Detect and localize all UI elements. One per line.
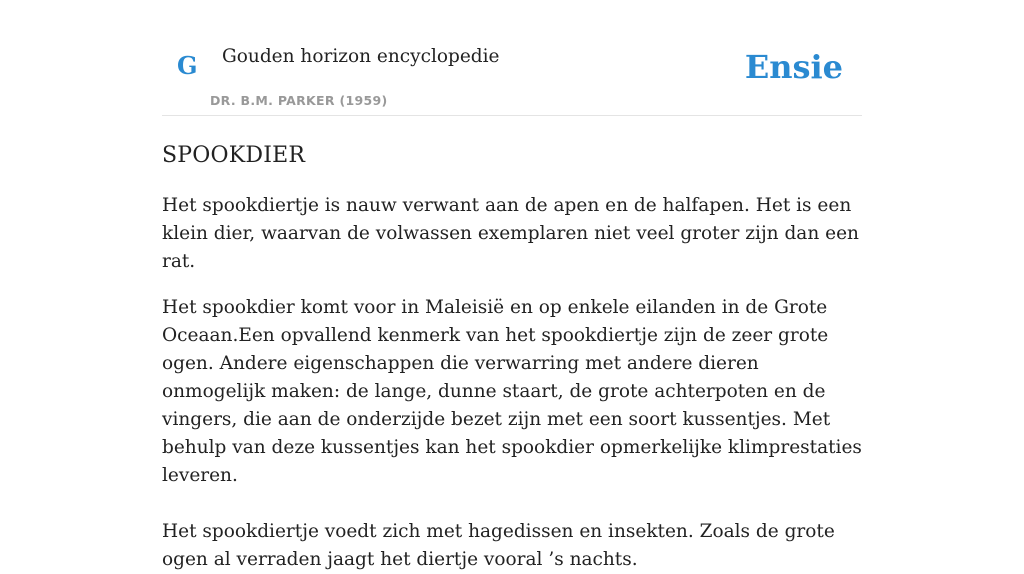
article-paragraph: Het spookdiertje voedt zich met hagedissen en insekten. Zoals de grote ogen al verraden jaagt het diertje vooral ’s nachts. <box>162 521 835 570</box>
article-title: SPOOKDIER <box>162 143 306 168</box>
book-letter-logo: G <box>177 51 198 80</box>
ensie-logo-link[interactable]: Ensie <box>744 48 843 86</box>
page <box>162 0 862 574</box>
book-title[interactable]: Gouden horizon encyclopedie <box>222 46 500 67</box>
book-author: DR. B.M. PARKER (1959) <box>210 93 388 108</box>
book-header <box>162 0 862 116</box>
article-paragraph: Het spookdier komt voor in Maleisië en op enkele eilanden in de Grote Oceaan.Een opvallend kenmerk van het spookdiertje zijn de zeer grote ogen. Andere eigenschappen die verwarring met andere dieren onmogelijk maken: de lange, dunne staart, de grote achterpoten en de vingers, die aan de onderzijde bezet zijn met een soort kussentjes. Met behulp van deze kussentjes kan het spookdier opmerkelijke klimprestaties leveren. <box>162 297 862 486</box>
article-paragraph: Het spookdiertje is nauw verwant aan de apen en de halfapen. Het is een klein dier, waarvan de volwassen exemplaren niet veel groter zijn dan een rat. <box>162 195 859 272</box>
article <box>162 116 862 574</box>
